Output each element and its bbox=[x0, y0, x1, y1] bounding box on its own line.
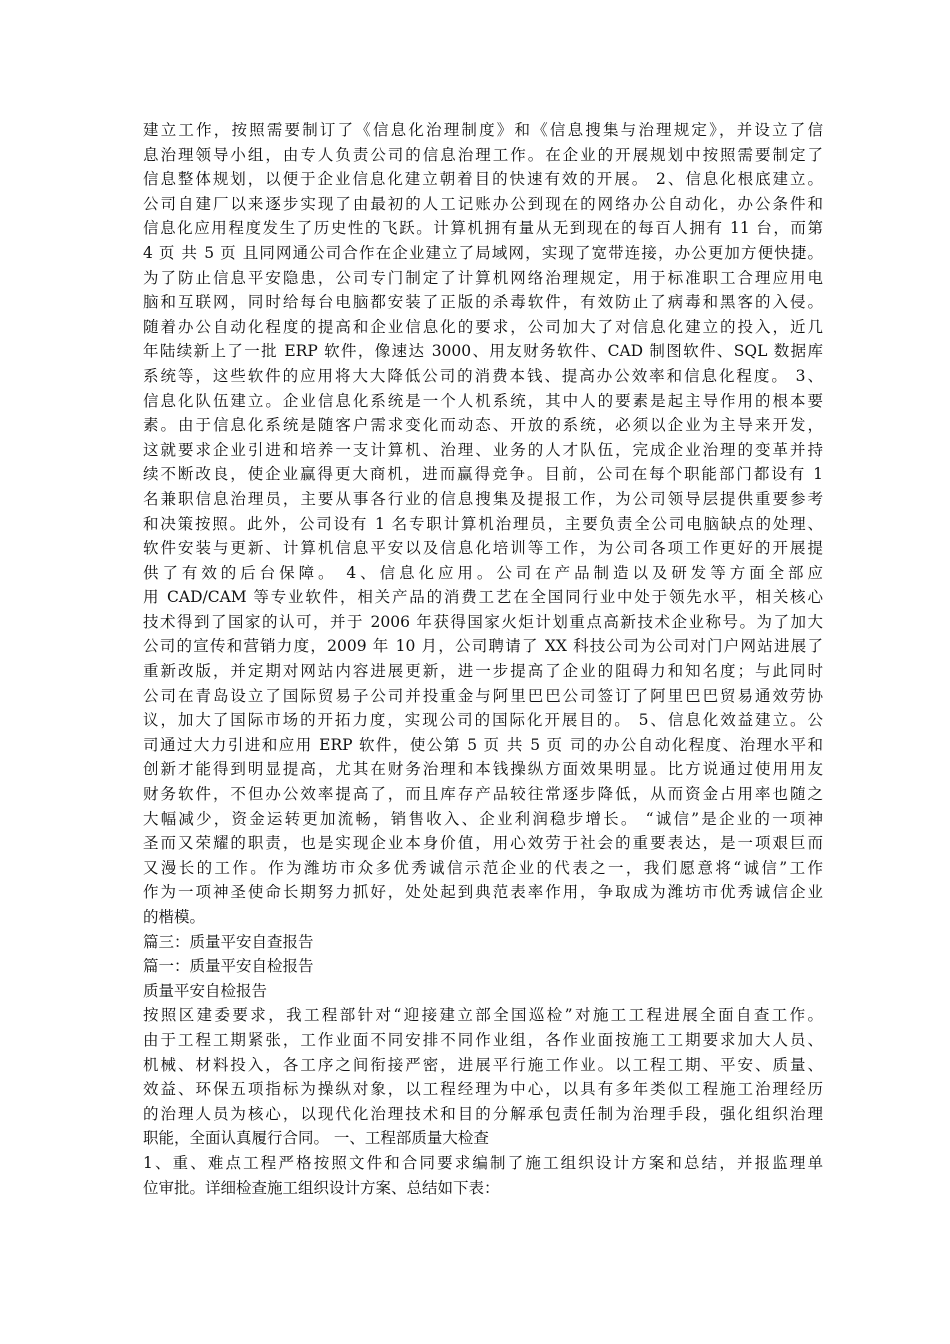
text-line: 随着办公自动化程度的提高和企业信息化的要求，公司加大了对信息化建立的投入，近几 bbox=[143, 317, 823, 336]
text-line: 4 页 共 5 页 且同网通公司合作在企业建立了局域网，实现了宽带连接，办公更加方便快捷。 bbox=[143, 243, 823, 262]
document-page bbox=[143, 118, 823, 1200]
text-line: 的治理人员为核心，以现代化治理技术和目的分解承包责任制为治理手段，强化组织治理 bbox=[143, 1104, 823, 1123]
text-line: 圣而又荣耀的职责，也是实现企业本身价值，用心效劳于社会的重要表达，是一项艰巨而 bbox=[143, 834, 823, 853]
text-line: 位审批。详细检查施工组织设计方案、总结如下表： bbox=[143, 1178, 500, 1197]
text-line: 司通过大力引进和应用 ERP 软件，使公第 5 页 共 5 页 司的办公自动化程度、治理水平和 bbox=[143, 735, 823, 754]
text-line: 篇三：质量平安自查报告 bbox=[143, 932, 314, 951]
text-line: 公司在青岛设立了国际贸易子公司并投重金与阿里巴巴公司签订了阿里巴巴贸易通效劳协 bbox=[143, 686, 823, 705]
text-line: 质量平安自检报告 bbox=[143, 981, 268, 1000]
text-line: 脑和互联网，同时给每台电脑都安装了正版的杀毒软件，有效防止了病毒和黑客的入侵。 bbox=[143, 293, 823, 312]
text-line: 公司的宣传和营销力度，2009 年 10 月，公司聘请了 XX 科技公司为公司对门户网站进展了 bbox=[143, 637, 823, 656]
text-line: 和决策按照。此外，公司设有 1 名专职计算机治理员，主要负责全公司电脑缺点的处理、 bbox=[143, 514, 823, 533]
text-line: 又漫长的工作。作为潍坊市众多优秀诚信示范企业的代表之一，我们愿意将“诚信”工作 bbox=[143, 858, 823, 877]
text-line: 篇一：质量平安自检报告 bbox=[143, 957, 314, 976]
text-line: 财务软件，不但办公效率提高了，而且库存产品较往常逐步降低，从而资金占用率也随之 bbox=[143, 785, 823, 804]
text-line: 公司自建厂以来逐步实现了由最初的人工记账办公到现在的网络办公自动化，办公条件和 bbox=[143, 194, 823, 213]
text-line: 供了有效的后台保障。 4、信息化应用。公司在产品制造以及研发等方面全部应 bbox=[143, 563, 823, 582]
text-line: 续不断改良，使企业赢得更大商机，进而赢得竞争。目前，公司在每个职能部门都设有 1 bbox=[143, 465, 823, 484]
text-line: 由于工程工期紧张，工作业面不同安排不同作业组，各作业面按施工工期要求加大人员、 bbox=[143, 1030, 823, 1049]
text-line: 大幅减少，资金运转更加流畅，销售收入、企业利润稳步增长。 “诚信”是企业的一项神 bbox=[143, 809, 823, 828]
text-line: 1、重、难点工程严格按照文件和合同要求编制了施工组织设计方案和总结，并报监理单 bbox=[143, 1153, 823, 1172]
text-line: 议，加大了国际市场的开拓力度，实现公司的国际化开展目的。 5、信息化效益建立。公 bbox=[143, 711, 823, 730]
text-line: 建立工作，按照需要制订了《信息化治理制度》和《信息搜集与治理规定》，并设立了信 bbox=[143, 121, 823, 139]
text-line: 创新才能得到明显提高，尤其在财务治理和本钱操纵方面效果明显。比方说通过使用用友 bbox=[143, 760, 823, 779]
text-line: 的楷模。 bbox=[143, 908, 206, 926]
text-line: 机械、材料投入，各工序之间衔接严密，进展平行施工作业。以工程工期、平安、质量、 bbox=[143, 1055, 823, 1074]
text-line: 用 CAD/CAM 等专业软件，相关产品的消费工艺在全国同行业中处于领先水平，相关核心 bbox=[143, 588, 823, 607]
text-line: 年陆续新上了一批 ERP 软件，像速达 3000、用友财务软件、CAD 制图软件、SQL 数据库 bbox=[143, 342, 823, 361]
text-line: 信息整体规划，以便于企业信息化建立朝着目的快速有效的开展。 2、信息化根底建立。 bbox=[143, 170, 823, 189]
text-line: 名兼职信息治理员，主要从事各行业的信息搜集及提报工作，为公司领导层提供重要参考 bbox=[143, 489, 823, 508]
text-line: 信息化队伍建立。企业信息化系统是一个人机系统，其中人的要素是起主导作用的根本要 bbox=[143, 391, 823, 410]
text-line: 效益、环保五项指标为操纵对象，以工程经理为中心，以具有多年类似工程施工治理经历 bbox=[143, 1080, 823, 1099]
text-line: 作为一项神圣使命长期努力抓好，处处起到典范表率作用，争取成为潍坊市优秀诚信企业 bbox=[143, 883, 823, 902]
text-line: 技术得到了国家的认可，并于 2006 年获得国家火炬计划重点高新技术企业称号。为了加大 bbox=[143, 612, 823, 631]
text-line: 素。由于信息化系统是随客户需求变化而动态、开放的系统，必须以企业为主导来开发， bbox=[143, 416, 823, 435]
text-line: 职能，全面认真履行合同。 一、工程部质量大检查 bbox=[143, 1129, 489, 1148]
text-line: 软件安装与更新、计算机信息平安以及信息化培训等工作，为公司各项工作更好的开展提 bbox=[143, 539, 823, 558]
text-line: 系统等，这些软件的应用将大大降低公司的消费本钱、提高办公效率和信息化程度。 3、 bbox=[143, 366, 823, 385]
text-line: 为了防止信息平安隐患，公司专门制定了计算机网络治理规定，用于标准职工合理应用电 bbox=[143, 268, 823, 287]
text-line: 息治理领导小组，由专人负责公司的信息治理工作。在企业的开展规划中按照需要制定了 bbox=[143, 145, 823, 164]
text-line: 信息化应用程度发生了历史性的飞跃。计算机拥有量从无到现在的每百人拥有 11 台，而第 bbox=[143, 219, 823, 238]
text-line: 这就要求企业引进和培养一支计算机、治理、业务的人才队伍，完成企业治理的变革并持 bbox=[143, 440, 823, 459]
text-line: 重新改版，并定期对网站内容进展更新，进一步提高了企业的阻碍力和知名度；与此同时 bbox=[143, 662, 823, 681]
text-line: 按照区建委要求，我工程部针对“迎接建立部全国巡检”对施工工程进展全面自查工作。 bbox=[143, 1006, 823, 1025]
